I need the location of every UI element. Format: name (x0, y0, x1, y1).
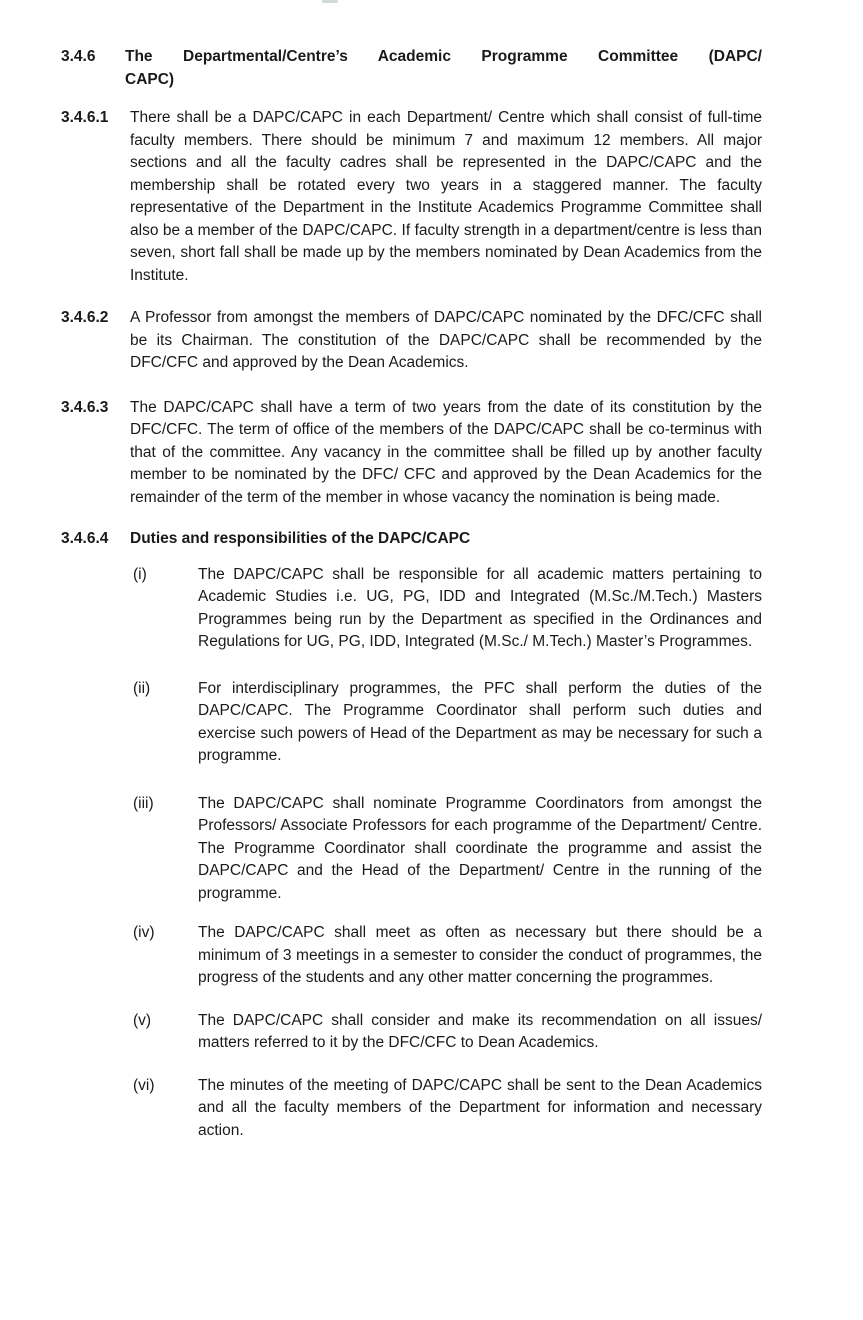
paragraph-3-4-6-3 (61, 397, 762, 510)
list-marker: (vi) (133, 1076, 155, 1094)
list-marker: (iv) (133, 924, 155, 941)
duties-list (61, 564, 762, 1143)
subsection-heading-text: Duties and responsibilities of the DAPC/CAPC (130, 530, 471, 547)
list-item-text: The DAPC/CAPC shall be responsible for all academic matters pertaining to Academic Studies i.e. UG, PG, IDD and Integrated (M.Sc./M.Tech.) Masters Programmes being run by the Department as specified in the Ordinances and Regulations for UG, PG, IDD, Integrated (M.Sc./ M.Tech.) Master’s Programmes. (198, 565, 762, 650)
list-marker: (iii) (133, 794, 154, 812)
list-marker: (v) (133, 1011, 152, 1029)
section-heading (61, 46, 762, 91)
paragraph-number: 3.4.6.2 (61, 309, 109, 326)
paragraph-number: 3.4.6.1 (61, 109, 109, 126)
list-item (61, 1075, 762, 1143)
paragraph-number: 3.4.6.3 (61, 398, 109, 416)
section-heading-line1: The Departmental/Centre’s Academic Programme Committee (DAPC/ (125, 48, 762, 65)
list-marker: (i) (133, 565, 147, 583)
section-number: 3.4.6 (61, 48, 96, 65)
list-item (61, 678, 762, 768)
list-marker: (ii) (133, 679, 151, 697)
paragraph-text: A Professor from amongst the members of DAPC/CAPC nominated by the DFC/CFC shall be its Chairman. The constitution of the DAPC/CAPC shall be recommended by the DFC/CFC and approved by the Dean Academics. (130, 309, 762, 371)
subsection-number: 3.4.6.4 (61, 530, 109, 547)
list-item-text: The DAPC/CAPC shall nominate Programme Coordinators from amongst the Professors/ Associate Professors for each programme of the Department/ Centre. The Programme Coordinator shall coordinate the programme and assist the DAPC/CAPC and the Head of the Department/ Centre in the running of the programme. (198, 794, 762, 902)
list-item-text: The DAPC/CAPC shall meet as often as necessary but there should be a minimum of 3 meetings in a semester to consider the conduct of programmes, the progress of the students and any other matter concerning the programmes. (198, 924, 762, 986)
page-content (61, 46, 762, 1142)
subsection-heading (61, 528, 762, 551)
list-item (61, 793, 762, 906)
paragraph-3-4-6-1 (61, 107, 762, 287)
paragraph-text: The DAPC/CAPC shall have a term of two years from the date of its constitution by the DFC/CFC. The term of office of the members of the DAPC/CAPC shall be co-terminus with that of the committee. Any vacancy in the committee shall be filled up by another faculty member to be nominated by the DFC/ CFC and approved by the Dean Academics for the remainder of the term of the member in whose vacancy the nomination is being made. (130, 398, 762, 506)
list-item (61, 922, 762, 990)
list-item-text: The DAPC/CAPC shall consider and make its recommendation on all issues/ matters referred to it by the DFC/CFC to Dean Academics. (198, 1011, 762, 1051)
list-item-text: For interdisciplinary programmes, the PFC shall perform the duties of the DAPC/CAPC. The Programme Coordinator shall perform such duties and exercise such powers of Head of the Department as may be necessary for such a programme. (198, 679, 762, 764)
list-item-text: The minutes of the meeting of DAPC/CAPC shall be sent to the Dean Academics and all the faculty members of the Department for information and necessary action. (198, 1076, 762, 1139)
list-item (61, 1010, 762, 1055)
section-heading-text (125, 46, 762, 91)
paragraph-3-4-6-2 (61, 307, 762, 375)
section-heading-line2: CAPC) (125, 70, 175, 88)
scan-artifact (322, 0, 338, 3)
paragraph-text: There shall be a DAPC/CAPC in each Department/ Centre which shall consist of full-time faculty members. There should be minimum 7 and maximum 12 members. All major sections and all the faculty cadres shall be represented in the DAPC/CAPC and the membership shall be rotated every two years in a staggered manner. The faculty representative of the Department in the Institute Academics Programme Committee shall also be a member of the DAPC/CAPC. If faculty strength in a department/centre is less than seven, short fall shall be made up by the members nominated by Dean Academics from the Institute. (130, 109, 762, 284)
list-item (61, 564, 762, 654)
